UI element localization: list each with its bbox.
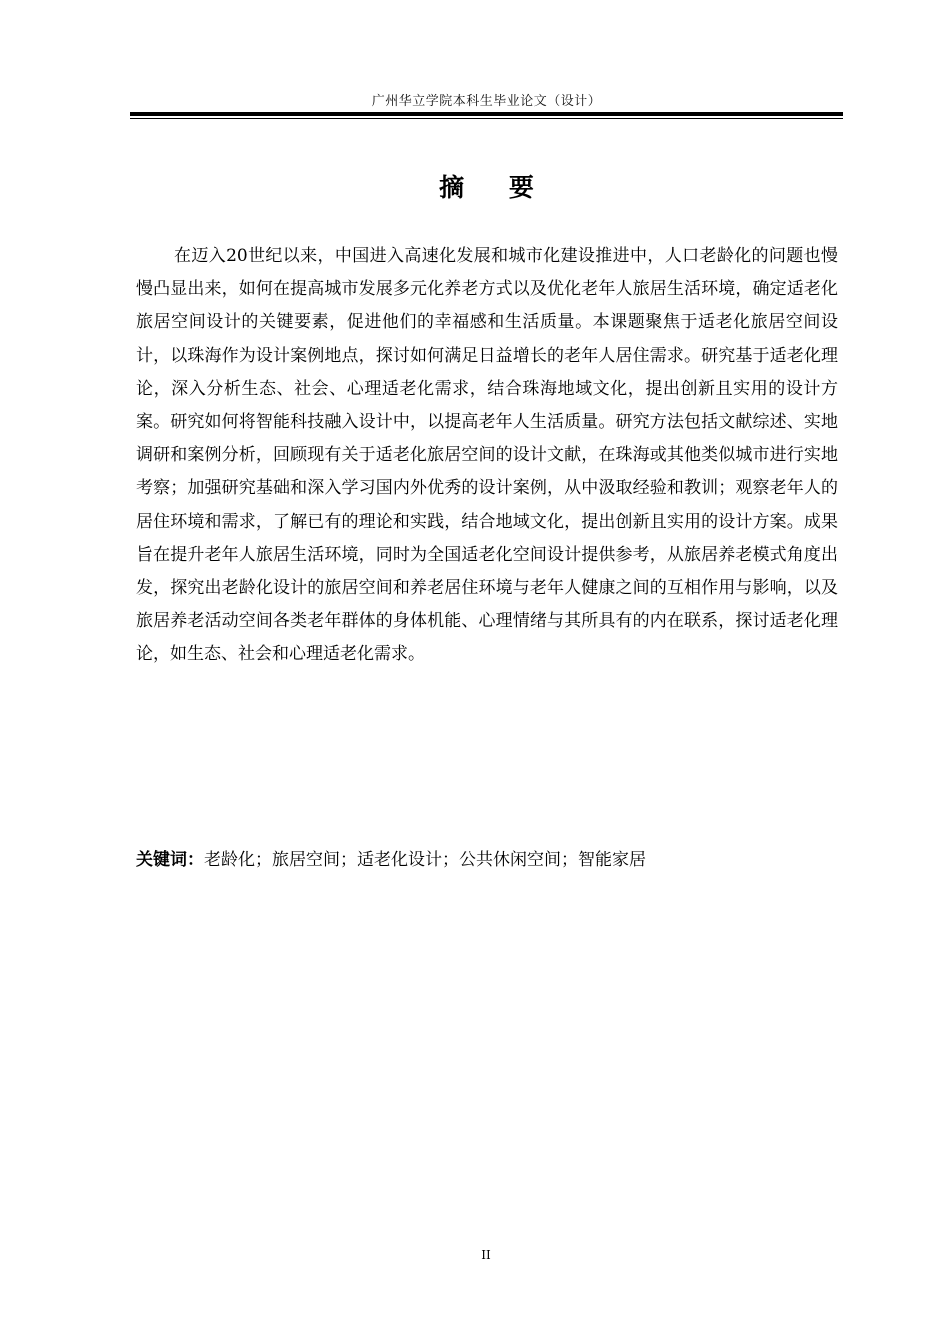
keywords-value: 老龄化；旅居空间；适老化设计；公共休闲空间；智能家居 bbox=[204, 850, 646, 870]
header-rule-thin bbox=[130, 118, 843, 119]
running-header: 广州华立学院本科生毕业论文（设计） bbox=[371, 94, 602, 109]
keywords-line bbox=[136, 847, 838, 873]
abstract-heading: 摘 要 bbox=[439, 173, 552, 202]
page-number: II bbox=[481, 1248, 491, 1262]
keywords-label: 关键词： bbox=[136, 850, 204, 870]
abstract-body: 在迈入20世纪以来，中国进入高速化发展和城市化建设推进中，人口老龄化的问题也慢慢凸显出来，如何在提高城市发展多元化养老方式以及优化老年人旅居生活环境，确定适老化旅居空间设计的关键要素，促进他们的幸福感和生活质量。本课题聚焦于适老化旅居空间设计，以珠海作为设计案例地点，探讨如何满足日益增长的老年人居住需求。研究基于适老化理论，深入分析生态、社会、心理适老化需求，结合珠海地域文化，提出创新且实用的设计方案。研究如何将智能科技融入设计中，以提高老年人生活质量。研究方法包括文献综述、实地调研和案例分析，回顾现有关于适老化旅居空间的设计文献，在珠海或其他类似城市进行实地考察；加强研究基础和深入学习国内外优秀的设计案例，从中汲取经验和教训；观察老年人的居住环境和需求，了解已有的理论和实践，结合地域文化，提出创新且实用的设计方案。成果旨在提升老年人旅居生活环境，同时为全国适老化空间设计提供参考，从旅居养老模式角度出发，探究出老龄化设计的旅居空间和养老居住环境与老年人健康之间的互相作用与影响，以及旅居养老活动空间各类老年群体的身体机能、心理情绪与其所具有的内在联系，探讨适老化理论，如生态、社会和心理适老化需求。 bbox=[136, 246, 838, 665]
header-rule-thick bbox=[130, 112, 843, 116]
